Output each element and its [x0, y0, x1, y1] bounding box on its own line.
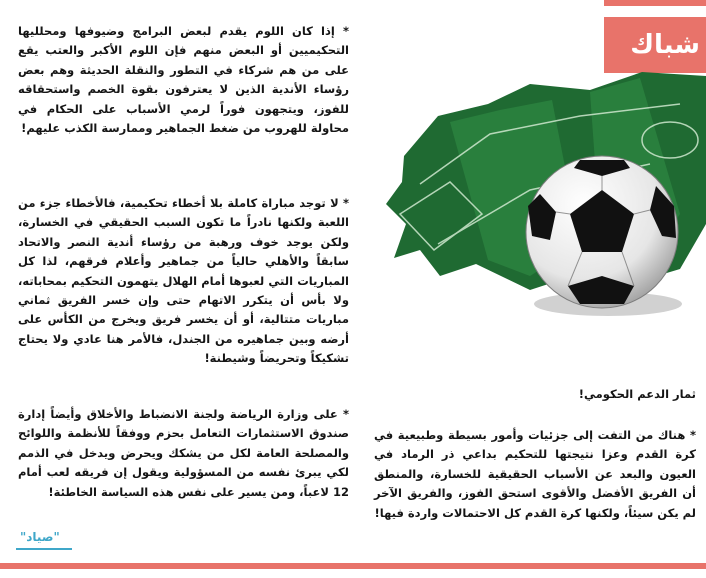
- author-signature: [20, 530, 60, 544]
- article-paragraph: * إذا كان اللوم يقدم لبعض البرامج وضيوفها ومحلليها التحكيميين أو البعض منهم فإن اللوم الأكبر والعتب يقع على من هم شركاء في التطور والنقلة الحديثة وهم بعض رؤساء الأندية الذين لا يعترفون بقوة الخصم واستحقاقه للفوز، ويتجهون فوراً لرمي الأسباب على الحكام في محاولة للهروب من ضغط الجماهير وممارسة الكذب عليهم!: [18, 24, 349, 136]
- top-accent-bar: [604, 0, 706, 6]
- column-title: شباك: [630, 30, 700, 60]
- bottom-accent-bar: [0, 563, 706, 569]
- article-paragraph: * على وزارة الرياضة ولجنة الانضباط والأخلاق وأيضاً إدارة صندوق الاستثمارات التعامل بحزم ووفقاً للأنظمة واللوائح والمصلحة العامة لكل من يشكك ويحرض ويدخل في الذمم لكي يبرئ نفسه من المسؤولية ويقول إن فريقه لعب أمام 12 لاعباً، ومن يسير على نفس هذه السياسة الخاطئة!: [18, 407, 349, 499]
- section-heading: ثمار الدعم الحكومي!: [578, 387, 696, 401]
- article-paragraph: * لا توجد مباراة كاملة بلا أخطاء تحكيمية، فالأخطاء جزء من اللعبة ولكنها نادراً ما تكون السبب الحقيقي في الخسارة، ولكن يوجد خوف ورهبة من رؤساء أندية النصر والاتحاد سابقاً والأهلي حالياً من جماهير وأعلام فرقهم، لذا كل المباريات التي لعبوها أمام الهلال يتهمون التحكيم بمحاباته، ولا بأس أن يتكرر الاتهام حتى وإن خسر الفريق ثماني مباريات متتالية، أو أن يخسر فريق ويخرج من الكأس على أرضه وبين جماهيره من الجندل، فالأمر هنا عادي ولا يحتاج تشكيكاً وتحريضاً وشيطنة!: [18, 196, 349, 366]
- article-paragraph: * هناك من التفت إلى جزئيات وأمور بسيطة وطبيعية في كرة القدم وعزا نتيجتها للتحكيم بداعي ذر الرماد في العيون والبعد عن الأسباب الحقيقية للخسارة، والمنطق أن الفريق الأفضل والأقوى استحق الفوز، والفريق الآخر لم يكن سيئاً، ولكنها كرة القدم كل الاحتمالات واردة فيها!: [374, 428, 696, 520]
- author-name: "صياد": [20, 530, 60, 544]
- signature-underline: [16, 548, 72, 550]
- soccer-ball-illustration: [380, 64, 706, 326]
